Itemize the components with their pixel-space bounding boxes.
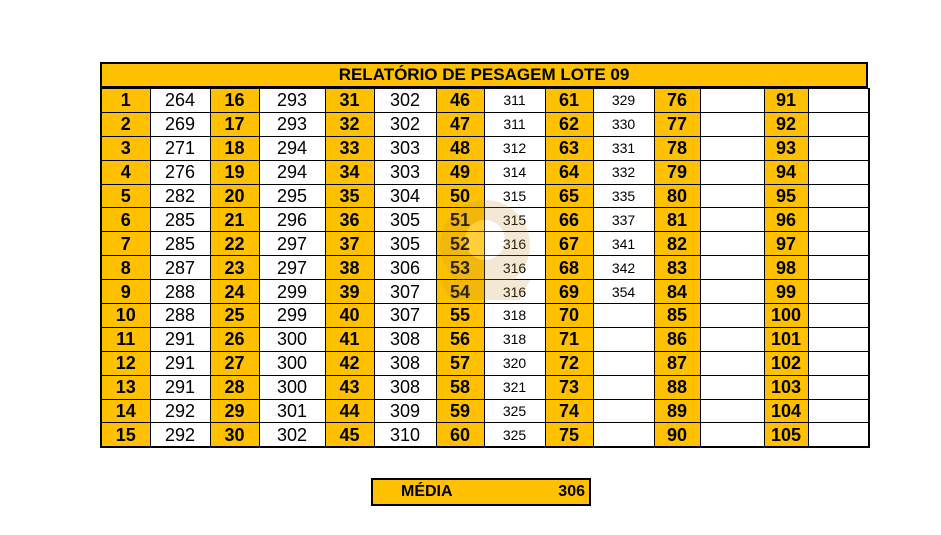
table-row bbox=[101, 89, 869, 113]
weight-value bbox=[700, 89, 764, 113]
animal-number: 55 bbox=[436, 304, 484, 328]
weight-value: 291 bbox=[150, 375, 210, 399]
weight-value bbox=[808, 89, 869, 113]
weight-value bbox=[700, 280, 764, 304]
weight-value: 302 bbox=[374, 89, 436, 113]
weight-value bbox=[700, 327, 764, 351]
weight-value bbox=[700, 136, 764, 160]
animal-number: 36 bbox=[325, 208, 374, 232]
report-title: RELATÓRIO DE PESAGEM LOTE 09 bbox=[100, 62, 868, 88]
animal-number: 7 bbox=[101, 232, 150, 256]
animal-number: 10 bbox=[101, 304, 150, 328]
weight-value: 316 bbox=[484, 280, 545, 304]
animal-number: 102 bbox=[764, 351, 808, 375]
weight-value: 271 bbox=[150, 136, 210, 160]
weight-value: 299 bbox=[259, 280, 325, 304]
animal-number: 65 bbox=[545, 184, 593, 208]
weight-value bbox=[808, 112, 869, 136]
animal-number: 86 bbox=[654, 327, 700, 351]
weight-value: 354 bbox=[593, 280, 654, 304]
weight-value: 288 bbox=[150, 280, 210, 304]
weight-value bbox=[700, 232, 764, 256]
animal-number: 35 bbox=[325, 184, 374, 208]
animal-number: 59 bbox=[436, 399, 484, 423]
animal-number: 33 bbox=[325, 136, 374, 160]
weight-value: 297 bbox=[259, 256, 325, 280]
animal-number: 32 bbox=[325, 112, 374, 136]
table-row bbox=[101, 112, 869, 136]
weight-value: 308 bbox=[374, 351, 436, 375]
animal-number: 83 bbox=[654, 256, 700, 280]
animal-number: 95 bbox=[764, 184, 808, 208]
animal-number: 19 bbox=[210, 160, 259, 184]
animal-number: 20 bbox=[210, 184, 259, 208]
weight-value: 293 bbox=[259, 89, 325, 113]
weight-value: 308 bbox=[374, 375, 436, 399]
animal-number: 30 bbox=[210, 423, 259, 447]
animal-number: 96 bbox=[764, 208, 808, 232]
animal-number: 89 bbox=[654, 399, 700, 423]
animal-number: 103 bbox=[764, 375, 808, 399]
animal-number: 101 bbox=[764, 327, 808, 351]
weight-value: 316 bbox=[484, 256, 545, 280]
animal-number: 43 bbox=[325, 375, 374, 399]
weight-value bbox=[700, 160, 764, 184]
animal-number: 72 bbox=[545, 351, 593, 375]
weight-value: 295 bbox=[259, 184, 325, 208]
table-row bbox=[101, 256, 869, 280]
weight-value: 264 bbox=[150, 89, 210, 113]
animal-number: 9 bbox=[101, 280, 150, 304]
animal-number: 45 bbox=[325, 423, 374, 447]
weight-value: 314 bbox=[484, 160, 545, 184]
weight-value bbox=[593, 304, 654, 328]
animal-number: 94 bbox=[764, 160, 808, 184]
animal-number: 49 bbox=[436, 160, 484, 184]
animal-number: 28 bbox=[210, 375, 259, 399]
animal-number: 12 bbox=[101, 351, 150, 375]
weight-value: 315 bbox=[484, 184, 545, 208]
weight-value bbox=[700, 423, 764, 447]
animal-number: 18 bbox=[210, 136, 259, 160]
animal-number: 68 bbox=[545, 256, 593, 280]
weight-value: 325 bbox=[484, 423, 545, 447]
weight-value: 294 bbox=[259, 136, 325, 160]
animal-number: 8 bbox=[101, 256, 150, 280]
animal-number: 37 bbox=[325, 232, 374, 256]
weight-value: 320 bbox=[484, 351, 545, 375]
weight-value: 291 bbox=[150, 327, 210, 351]
weight-value: 312 bbox=[484, 136, 545, 160]
animal-number: 100 bbox=[764, 304, 808, 328]
weight-value: 288 bbox=[150, 304, 210, 328]
animal-number: 75 bbox=[545, 423, 593, 447]
weight-value bbox=[808, 208, 869, 232]
weight-value: 300 bbox=[259, 375, 325, 399]
animal-number: 91 bbox=[764, 89, 808, 113]
animal-number: 25 bbox=[210, 304, 259, 328]
table-row bbox=[101, 399, 869, 423]
animal-number: 1 bbox=[101, 89, 150, 113]
animal-number: 90 bbox=[654, 423, 700, 447]
animal-number: 61 bbox=[545, 89, 593, 113]
weight-value bbox=[700, 184, 764, 208]
weight-value: 304 bbox=[374, 184, 436, 208]
table-row bbox=[101, 423, 869, 447]
animal-number: 15 bbox=[101, 423, 150, 447]
weight-value: 311 bbox=[484, 112, 545, 136]
table-row bbox=[101, 375, 869, 399]
animal-number: 98 bbox=[764, 256, 808, 280]
weight-value: 305 bbox=[374, 232, 436, 256]
animal-number: 44 bbox=[325, 399, 374, 423]
weight-value: 316 bbox=[484, 232, 545, 256]
animal-number: 53 bbox=[436, 256, 484, 280]
animal-number: 23 bbox=[210, 256, 259, 280]
weight-value: 341 bbox=[593, 232, 654, 256]
animal-number: 99 bbox=[764, 280, 808, 304]
animal-number: 38 bbox=[325, 256, 374, 280]
weight-value: 307 bbox=[374, 304, 436, 328]
animal-number: 56 bbox=[436, 327, 484, 351]
weight-value: 292 bbox=[150, 399, 210, 423]
animal-number: 58 bbox=[436, 375, 484, 399]
weight-value: 282 bbox=[150, 184, 210, 208]
animal-number: 34 bbox=[325, 160, 374, 184]
animal-number: 92 bbox=[764, 112, 808, 136]
weight-value: 330 bbox=[593, 112, 654, 136]
animal-number: 85 bbox=[654, 304, 700, 328]
weight-value bbox=[808, 136, 869, 160]
animal-number: 3 bbox=[101, 136, 150, 160]
animal-number: 62 bbox=[545, 112, 593, 136]
weight-value bbox=[700, 304, 764, 328]
animal-number: 57 bbox=[436, 351, 484, 375]
table-row bbox=[101, 208, 869, 232]
animal-number: 47 bbox=[436, 112, 484, 136]
weight-value: 269 bbox=[150, 112, 210, 136]
weight-value: 303 bbox=[374, 160, 436, 184]
animal-number: 66 bbox=[545, 208, 593, 232]
weight-value bbox=[700, 208, 764, 232]
table-row bbox=[101, 184, 869, 208]
animal-number: 17 bbox=[210, 112, 259, 136]
weight-value: 285 bbox=[150, 232, 210, 256]
animal-number: 6 bbox=[101, 208, 150, 232]
animal-number: 64 bbox=[545, 160, 593, 184]
animal-number: 16 bbox=[210, 89, 259, 113]
animal-number: 51 bbox=[436, 208, 484, 232]
animal-number: 27 bbox=[210, 351, 259, 375]
weight-value: 291 bbox=[150, 351, 210, 375]
animal-number: 82 bbox=[654, 232, 700, 256]
weights-table bbox=[100, 88, 870, 448]
weight-value bbox=[700, 351, 764, 375]
weight-value: 306 bbox=[374, 256, 436, 280]
weight-value bbox=[593, 399, 654, 423]
weight-value: 315 bbox=[484, 208, 545, 232]
animal-number: 80 bbox=[654, 184, 700, 208]
weight-value bbox=[808, 304, 869, 328]
weight-value: 325 bbox=[484, 399, 545, 423]
weight-value bbox=[808, 184, 869, 208]
weight-value: 300 bbox=[259, 327, 325, 351]
weight-value: 300 bbox=[259, 351, 325, 375]
animal-number: 31 bbox=[325, 89, 374, 113]
weight-value: 318 bbox=[484, 304, 545, 328]
animal-number: 11 bbox=[101, 327, 150, 351]
animal-number: 60 bbox=[436, 423, 484, 447]
media-value: 306 bbox=[558, 483, 585, 500]
animal-number: 76 bbox=[654, 89, 700, 113]
weight-value: 302 bbox=[374, 112, 436, 136]
media-label: MÉDIA bbox=[401, 483, 453, 500]
animal-number: 63 bbox=[545, 136, 593, 160]
weight-value bbox=[700, 256, 764, 280]
weight-value: 305 bbox=[374, 208, 436, 232]
media-box bbox=[371, 478, 591, 506]
animal-number: 93 bbox=[764, 136, 808, 160]
weight-value: 337 bbox=[593, 208, 654, 232]
animal-number: 50 bbox=[436, 184, 484, 208]
weight-value: 335 bbox=[593, 184, 654, 208]
animal-number: 67 bbox=[545, 232, 593, 256]
weight-value: 299 bbox=[259, 304, 325, 328]
table-row bbox=[101, 160, 869, 184]
animal-number: 42 bbox=[325, 351, 374, 375]
animal-number: 79 bbox=[654, 160, 700, 184]
weight-value bbox=[808, 160, 869, 184]
weight-value bbox=[593, 375, 654, 399]
table-row bbox=[101, 351, 869, 375]
weight-value: 310 bbox=[374, 423, 436, 447]
weight-value bbox=[700, 375, 764, 399]
animal-number: 52 bbox=[436, 232, 484, 256]
weight-value bbox=[593, 327, 654, 351]
animal-number: 29 bbox=[210, 399, 259, 423]
table-row bbox=[101, 280, 869, 304]
weight-value bbox=[808, 280, 869, 304]
animal-number: 105 bbox=[764, 423, 808, 447]
animal-number: 13 bbox=[101, 375, 150, 399]
animal-number: 26 bbox=[210, 327, 259, 351]
animal-number: 14 bbox=[101, 399, 150, 423]
weight-value bbox=[808, 399, 869, 423]
table-row bbox=[101, 232, 869, 256]
weight-value: 297 bbox=[259, 232, 325, 256]
weight-value: 292 bbox=[150, 423, 210, 447]
animal-number: 88 bbox=[654, 375, 700, 399]
weight-value bbox=[593, 351, 654, 375]
weight-value: 302 bbox=[259, 423, 325, 447]
weight-value: 296 bbox=[259, 208, 325, 232]
animal-number: 4 bbox=[101, 160, 150, 184]
weight-value: 318 bbox=[484, 327, 545, 351]
animal-number: 41 bbox=[325, 327, 374, 351]
animal-number: 22 bbox=[210, 232, 259, 256]
weighing-report bbox=[100, 62, 868, 448]
weight-value bbox=[808, 256, 869, 280]
animal-number: 104 bbox=[764, 399, 808, 423]
table-row bbox=[101, 136, 869, 160]
table-row bbox=[101, 327, 869, 351]
weight-value: 307 bbox=[374, 280, 436, 304]
animal-number: 46 bbox=[436, 89, 484, 113]
animal-number: 71 bbox=[545, 327, 593, 351]
animal-number: 54 bbox=[436, 280, 484, 304]
weight-value: 287 bbox=[150, 256, 210, 280]
weight-value: 329 bbox=[593, 89, 654, 113]
weight-value: 301 bbox=[259, 399, 325, 423]
weight-value: 294 bbox=[259, 160, 325, 184]
weight-value: 285 bbox=[150, 208, 210, 232]
weight-value bbox=[808, 232, 869, 256]
weight-value: 293 bbox=[259, 112, 325, 136]
weight-value: 311 bbox=[484, 89, 545, 113]
animal-number: 48 bbox=[436, 136, 484, 160]
animal-number: 87 bbox=[654, 351, 700, 375]
animal-number: 78 bbox=[654, 136, 700, 160]
weight-value: 332 bbox=[593, 160, 654, 184]
animal-number: 81 bbox=[654, 208, 700, 232]
animal-number: 2 bbox=[101, 112, 150, 136]
weight-value: 303 bbox=[374, 136, 436, 160]
animal-number: 77 bbox=[654, 112, 700, 136]
animal-number: 74 bbox=[545, 399, 593, 423]
animal-number: 40 bbox=[325, 304, 374, 328]
weight-value: 331 bbox=[593, 136, 654, 160]
animal-number: 97 bbox=[764, 232, 808, 256]
animal-number: 24 bbox=[210, 280, 259, 304]
animal-number: 73 bbox=[545, 375, 593, 399]
weight-value: 276 bbox=[150, 160, 210, 184]
weight-value bbox=[808, 327, 869, 351]
weight-value bbox=[700, 112, 764, 136]
weight-value bbox=[808, 423, 869, 447]
animal-number: 69 bbox=[545, 280, 593, 304]
weight-value bbox=[593, 423, 654, 447]
weight-value: 321 bbox=[484, 375, 545, 399]
weight-value: 342 bbox=[593, 256, 654, 280]
weight-value bbox=[808, 351, 869, 375]
weight-value: 308 bbox=[374, 327, 436, 351]
table-row bbox=[101, 304, 869, 328]
weight-value bbox=[700, 399, 764, 423]
animal-number: 5 bbox=[101, 184, 150, 208]
animal-number: 39 bbox=[325, 280, 374, 304]
weight-value bbox=[808, 375, 869, 399]
animal-number: 84 bbox=[654, 280, 700, 304]
animal-number: 70 bbox=[545, 304, 593, 328]
animal-number: 21 bbox=[210, 208, 259, 232]
weight-value: 309 bbox=[374, 399, 436, 423]
